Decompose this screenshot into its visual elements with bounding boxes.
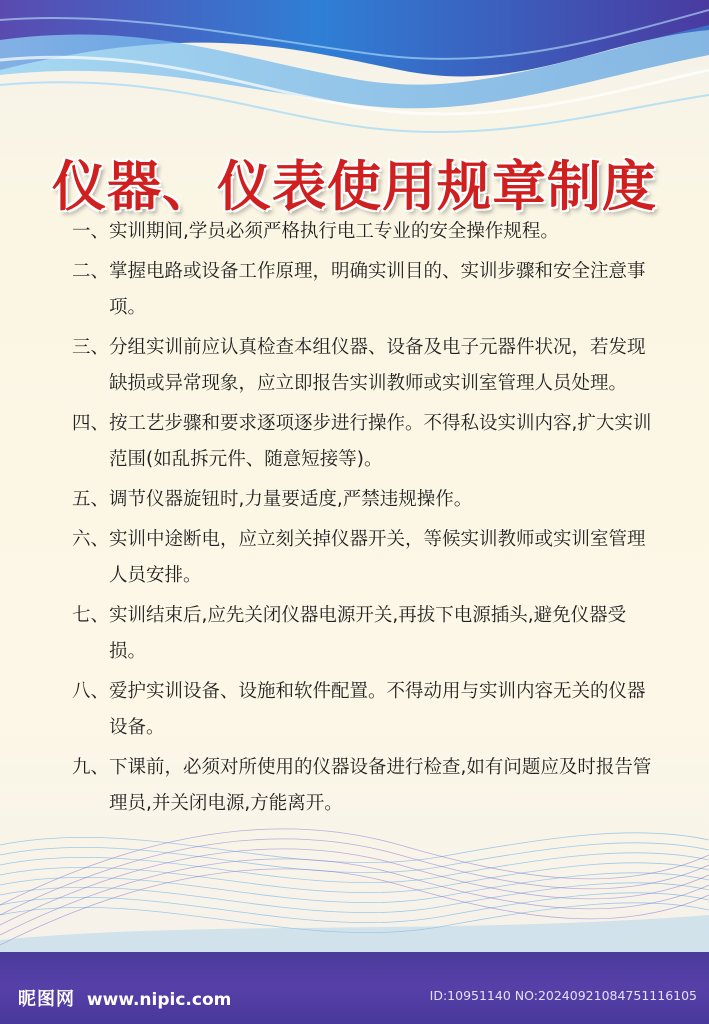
list-item — [72, 330, 652, 402]
list-item — [72, 482, 652, 518]
rule-text: 下课前，必须对所使用的仪器设备进行检查,如有问题应及时报告管理员,并关闭电源,方能离开。 — [109, 757, 652, 814]
list-item — [72, 254, 652, 326]
list-item — [72, 674, 652, 746]
rule-number: 八、 — [72, 681, 110, 702]
rule-number: 四、 — [72, 413, 110, 434]
top-wave-decoration — [0, 0, 709, 150]
bottom-wave-decoration — [0, 805, 709, 955]
rule-number: 五、 — [72, 489, 110, 510]
rule-number: 九、 — [72, 757, 110, 778]
watermark-url: www.nipic.com — [86, 990, 232, 1010]
rule-number: 六、 — [72, 529, 110, 550]
nipic-logo: 昵图网 — [18, 989, 75, 1010]
image-id-info: ID:10951140 NO:20240921084751116105 — [429, 988, 697, 1003]
page-title: 仪器、仪表使用规章制度 — [52, 154, 657, 219]
rule-text: 实训期间,学员必须严格执行电工专业的安全操作规程。 — [109, 221, 559, 242]
rule-text: 爱护实训设备、设施和软件配置。不得动用与实训内容无关的仪器设备。 — [109, 681, 646, 738]
list-item — [72, 214, 652, 250]
list-item — [72, 406, 652, 478]
rule-text: 实训结束后,应先关闭仪器电源开关,再拔下电源插头,避免仪器受损。 — [109, 605, 627, 662]
rule-text: 调节仪器旋钮时,力量要适度,严禁违规操作。 — [109, 489, 473, 510]
rules-list — [72, 214, 652, 826]
list-item — [72, 598, 652, 670]
watermark-brand — [18, 985, 231, 1011]
rule-text: 分组实训前应认真检查本组仪器、设备及电子元器件状况，若发现缺损或异常现象，应立即报告实训教师或实训室管理人员处理。 — [109, 337, 646, 394]
rule-number: 三、 — [72, 337, 110, 358]
rule-text: 实训中途断电，应立刻关掉仪器开关，等候实训教师或实训室管理人员安排。 — [109, 529, 646, 586]
rule-number: 一、 — [72, 221, 110, 242]
rule-number: 二、 — [72, 261, 110, 282]
rule-text: 按工艺步骤和要求逐项逐步进行操作。不得私设实训内容,扩大实训范围(如乱拆元件、随意短接等)。 — [109, 413, 652, 470]
list-item — [72, 522, 652, 594]
rule-text: 掌握电路或设备工作原理，明确实训目的、实训步骤和安全注意事项。 — [109, 261, 646, 318]
rule-number: 七、 — [72, 605, 110, 626]
